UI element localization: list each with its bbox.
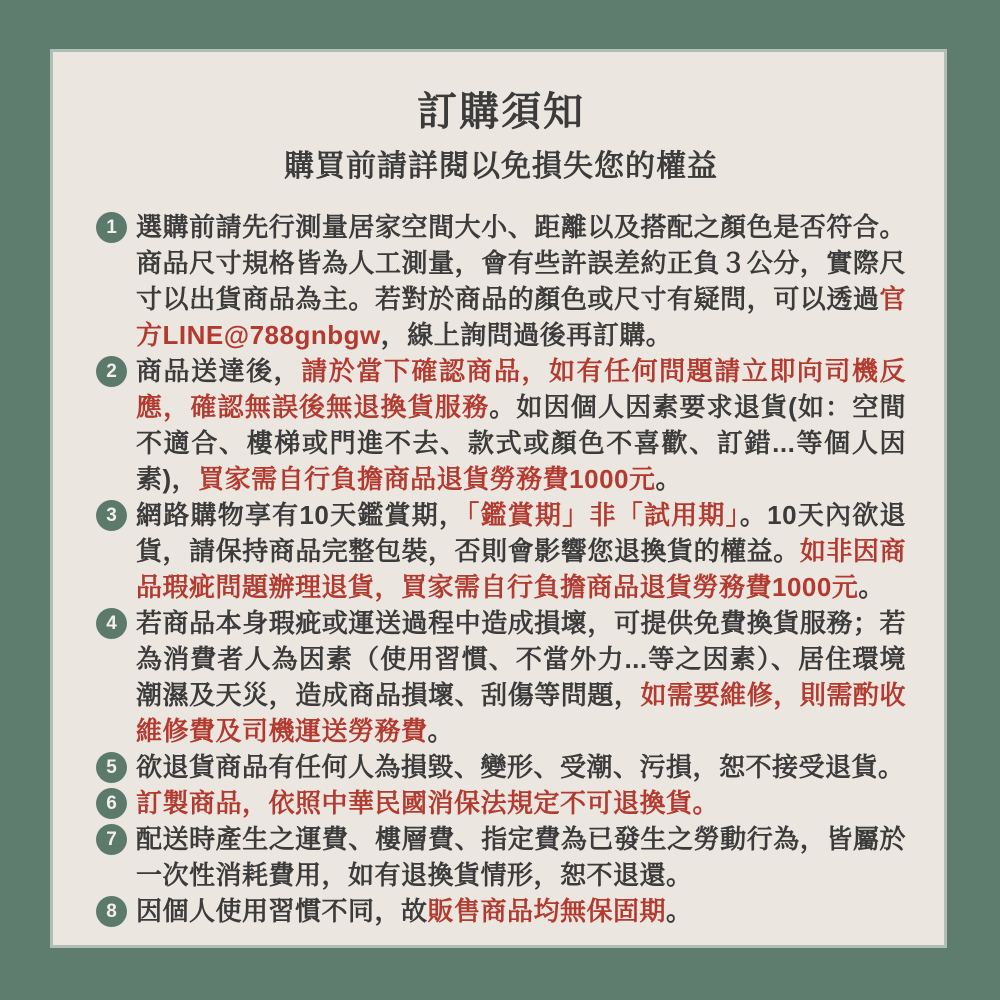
- notice-text-segment: 選購前請先行測量居家空間大小、距離以及搭配之顏色是否符合。商品尺寸規格皆為人工測量，會有些許誤差約正負３公分，實際尺寸以出貨商品為主。若對於商品的顏色或尺寸有疑問，可以透過: [136, 212, 906, 314]
- notice-item: [96, 209, 906, 353]
- notice-number-badge: 1: [96, 212, 127, 243]
- notice-number-badge: 3: [96, 500, 127, 531]
- notice-text-emphasis: 如非因商品瑕疵問題辦理退貨，買家需自行負擔商品退貨勞務費1000元: [136, 536, 906, 602]
- notice-number-badge: 4: [96, 608, 127, 639]
- notice-number-badge: 6: [96, 788, 127, 819]
- notice-number-badge: 5: [96, 752, 127, 783]
- notice-text: [136, 785, 906, 821]
- notice-text-segment: 。: [427, 716, 455, 746]
- notice-item: [96, 353, 906, 497]
- notice-text-segment: 若商品本身瑕疵或運送過程中造成損壞，可提供免費換貨服務；若為消費者人為因素（使用習慣、不當外力...等之因素）、居住環境潮濕及天災，造成商品損壞、刮傷等問題，: [136, 608, 906, 710]
- notice-text-segment: 因個人使用習慣不同，故: [136, 896, 428, 926]
- notice-text-emphasis: 如需要維修，則需酌收維修費及司機運送勞務費: [136, 680, 906, 746]
- notice-text-segment: 。: [655, 464, 683, 494]
- notice-text-emphasis: 請於當下確認商品，如有任何問題請立即向司機反應，確認無誤後無退換貨服務: [136, 356, 906, 422]
- notice-text-segment: 。如因個人因素要求退貨(如：空間不適合、樓梯或門進不去、款式或顏色不喜歡、訂錯...等個人因素)，: [136, 392, 906, 494]
- notice-item: [96, 497, 906, 605]
- page-subtitle: 購買前請詳閱以免損失您的權益: [284, 150, 718, 183]
- notice-number-badge: 8: [96, 896, 127, 927]
- notice-item: [96, 893, 906, 929]
- notice-text-segment: 商品送達後，: [136, 356, 302, 386]
- notice-text: [136, 821, 906, 893]
- notice-text: [136, 893, 906, 929]
- notice-text: [136, 749, 906, 785]
- notice-text-segment: ，線上詢問過後再訂購。: [380, 320, 673, 350]
- notice-number-badge: 2: [96, 356, 127, 387]
- notice-text-segment: 欲退貨商品有任何人為損毀、變形、受潮、污損，恕不接受退貨。: [136, 752, 905, 782]
- notice-text-emphasis: 販售商品均無保固期: [427, 896, 667, 926]
- notice-item: [96, 605, 906, 749]
- notice-item: [96, 821, 906, 893]
- notice-item: [96, 785, 906, 821]
- notice-text-emphasis: 官方LINE@788gnbgw: [136, 284, 906, 350]
- notice-number-badge: 7: [96, 824, 127, 855]
- notice-text: [136, 497, 906, 605]
- notice-text-segment: 。: [666, 896, 693, 926]
- notice-text-segment: 。: [858, 572, 885, 602]
- notice-item: [96, 749, 906, 785]
- notice-text: [136, 209, 906, 353]
- notice-text-segment: 配送時產生之運費、樓層費、指定費為已發生之勞動行為，皆屬於一次性消耗費用，如有退換貨情形，恕不退還。: [136, 824, 906, 890]
- notice-text-segment: 。10天內欲退貨，請保持商品完整包裝，否則會影響您退換貨的權益。: [136, 500, 906, 566]
- notice-panel: [53, 52, 944, 945]
- page-title: 訂購須知: [417, 90, 585, 134]
- notice-text-segment: 網路購物享有10天鑑賞期，: [136, 500, 467, 530]
- notice-text: [136, 605, 906, 749]
- notice-text-emphasis: 「鑑賞期」非「試用期」: [466, 500, 740, 530]
- notice-text-emphasis: 訂製商品，依照中華民國消保法規定不可退換貨。: [136, 788, 720, 818]
- notice-text: [136, 353, 906, 497]
- notice-list: [96, 209, 906, 929]
- notice-text-emphasis: 買家需自行負擔商品退貨勞務費1000元: [198, 464, 656, 494]
